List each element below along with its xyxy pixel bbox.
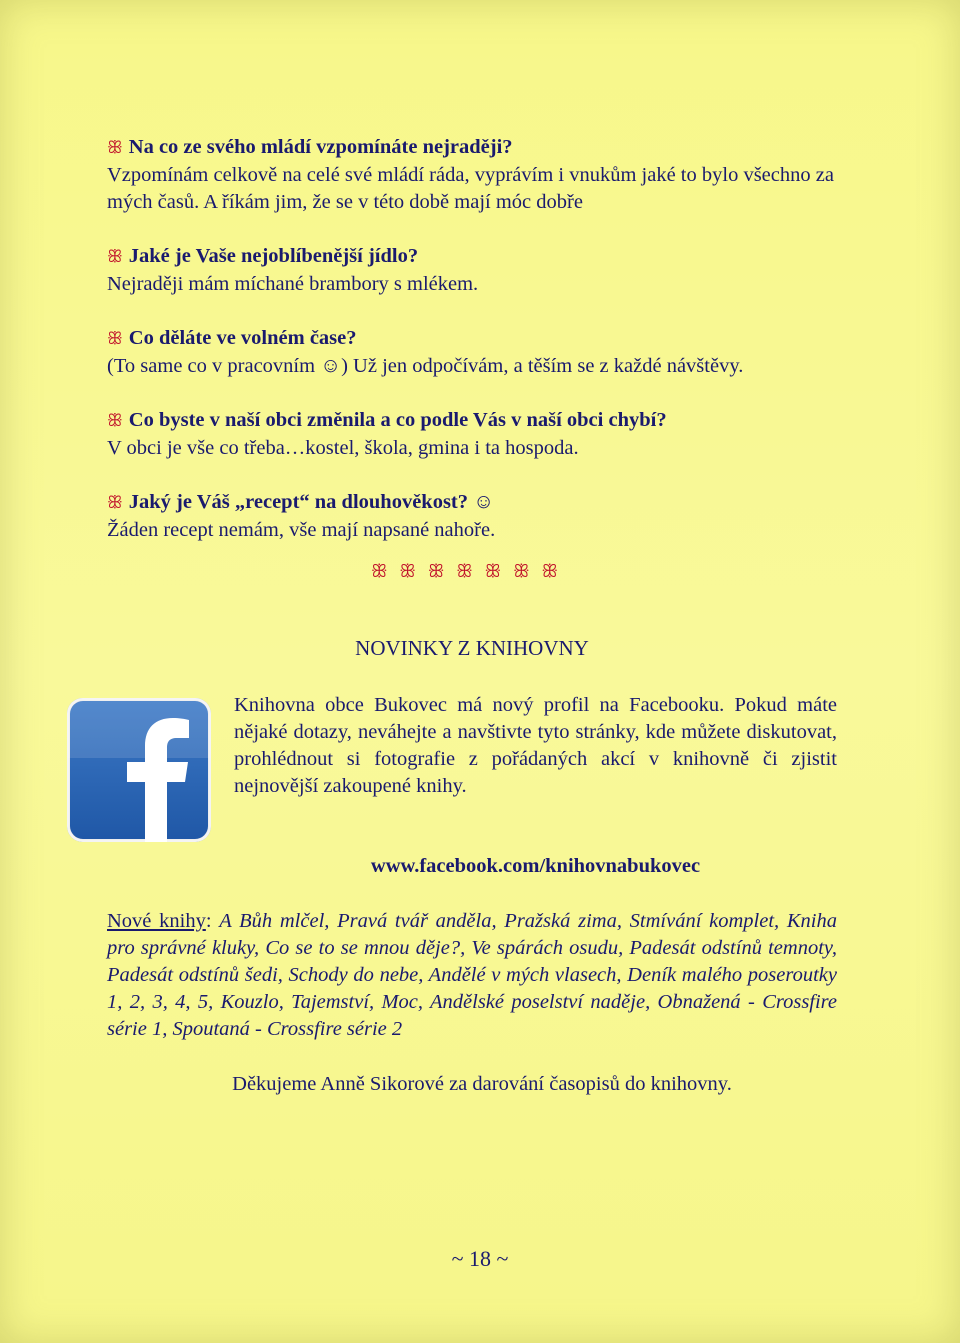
qa-item bbox=[107, 489, 837, 544]
flower-bullet-icon: ꕥ bbox=[107, 411, 123, 431]
flower-bullet-icon: ꕥ bbox=[107, 493, 123, 513]
page-number: ~ 18 ~ bbox=[451, 1246, 509, 1271]
qa-item bbox=[107, 243, 837, 298]
answer-text: Vzpomínám celkově na celé své mládí ráda, vyprávím i vnukům jaké to bylo všechno za mých časů. A říkám jim, že se v této době mají móc dobře bbox=[107, 164, 834, 213]
question-text: Co byste v naší obci změnila a co podle Vás v naší obci chybí? bbox=[128, 409, 667, 431]
question-text: Jaké je Vaše nejoblíbenější jídlo? bbox=[128, 245, 419, 267]
answer-text: Žáden recept nemám, vše mají napsané nahoře. bbox=[107, 519, 496, 541]
new-books: Nové knihy: A Bůh mlčel, Pravá tvář anděla, Pražská zima, Stmívání komplet, Kniha pro správné kluky, Co se to se mnou děje?, Ve spárách osudu, Padesát odstínů temnoty, Padesát odstínů šedi, Schody do nebe, Andělé v mých vlasech, Deník malého poseroutky 1, 2, 3, 4, 5, Kouzlo, Tajemství, Moc, Andělské poselství naděje, Obnažená - Crossfire série 1, Spoutaná - Crossfire série 2 bbox=[107, 910, 837, 1040]
answer-text: Nejraději mám míchané brambory s mlékem. bbox=[107, 273, 479, 295]
answer-text: V obci je vše co třeba…kostel, škola, gmina i ta hospoda. bbox=[107, 437, 579, 459]
qa-item bbox=[107, 134, 837, 216]
answer-text: (To same co v pracovním ☺) Už jen odpočívám, a těším se z každé návštěvy. bbox=[107, 355, 744, 377]
flower-bullet-icon: ꕥ bbox=[107, 138, 123, 158]
thanks-note: Děkujeme Anně Sikorové za darování časopisů do knihovny. bbox=[232, 1073, 732, 1095]
new-books-label: Nové knihy bbox=[107, 910, 206, 932]
section-title: NOVINKY Z KNIHOVNY bbox=[355, 636, 589, 660]
qa-item bbox=[107, 407, 837, 462]
question-text: Jaký je Váš „recept“ na dlouhověkost? ☺ bbox=[128, 491, 495, 513]
flower-bullet-icon: ꕥ bbox=[107, 247, 123, 267]
flower-bullet-icon: ꕥ bbox=[107, 329, 123, 349]
qa-item bbox=[107, 325, 837, 380]
article-content bbox=[107, 134, 837, 1098]
facebook-text: Knihovna obce Bukovec má nový profil na Facebooku. Pokud máte nějaké dotazy, neváhejte a navštivte tyto stránky, kde můžete diskutovat, prohlédnout si fotografie z pořádaných akcí v knihovně či zjistit nejnovější zakoupené knihy. bbox=[234, 694, 837, 797]
facebook-block bbox=[107, 692, 837, 810]
facebook-url[interactable]: www.facebook.com/knihovnabukovec bbox=[370, 855, 701, 877]
new-books-list: A Bůh mlčel, Pravá tvář anděla, Pražská zima, Stmívání komplet, Kniha pro správné kluky, Co se to se mnou děje?, Ve spárách osudu, Padesát odstínů temnoty, Padesát odstínů šedi, Schody do nebe, Andělé v mých vlasech, Deník malého poseroutky 1, 2, 3, 4, 5, Kouzlo, Tajemství, Moc, Andělské poselství naděje, Obnažená - Crossfire série 1, Spoutaná - Crossfire série 2 bbox=[107, 910, 837, 1040]
question-text: Co děláte ve volném čase? bbox=[128, 327, 357, 349]
facebook-logo-icon bbox=[67, 698, 211, 842]
question-text: Na co ze svého mládí vzpomínáte nejraději? bbox=[128, 136, 513, 158]
ornament-divider: ꕥ ꕥ ꕥ ꕥ ꕥ ꕥ ꕥ bbox=[370, 561, 562, 582]
